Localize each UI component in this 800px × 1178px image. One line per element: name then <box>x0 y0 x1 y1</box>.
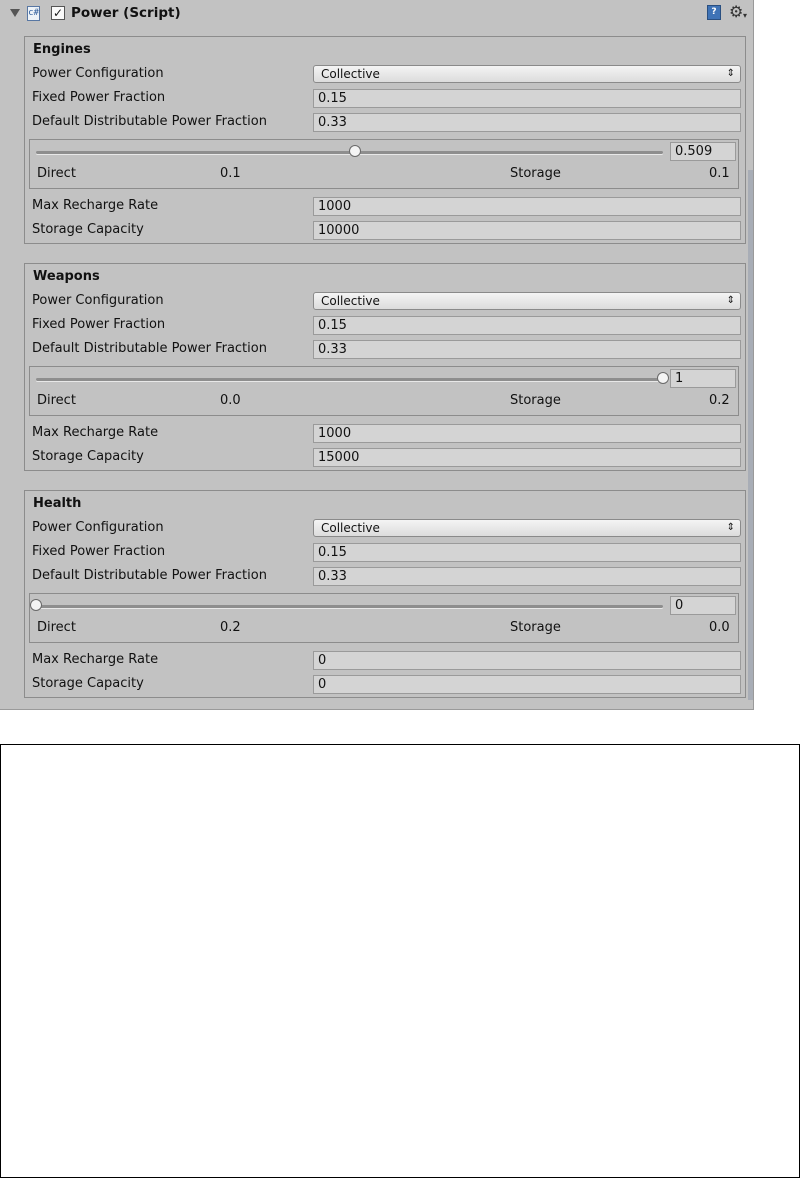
direct-value: 0.1 <box>220 166 241 181</box>
storage-capacity-field[interactable]: 15000 <box>313 448 741 467</box>
storage-capacity-field[interactable]: 0 <box>313 675 741 694</box>
foldout-arrow-icon[interactable] <box>10 9 20 17</box>
storage-value: 0.0 <box>709 620 730 635</box>
storage-label: Storage <box>510 166 561 181</box>
power-configuration-value: Collective <box>321 294 380 308</box>
power-configuration-dropdown[interactable] <box>313 292 741 310</box>
storage-value: 0.2 <box>709 393 730 408</box>
power-configuration-value: Collective <box>321 67 380 81</box>
default-distributable-fraction-field[interactable]: 0.33 <box>313 340 741 359</box>
max-recharge-rate-field[interactable]: 0 <box>313 651 741 670</box>
slider-value-field[interactable]: 1 <box>670 369 736 388</box>
storage-label: Storage <box>510 393 561 408</box>
slider-value-field[interactable]: 0 <box>670 596 736 615</box>
group-title: Health <box>33 496 82 511</box>
storage-capacity-label: Storage Capacity <box>32 676 144 691</box>
fixed-power-fraction-label: Fixed Power Fraction <box>32 544 166 559</box>
help-icon[interactable]: ? <box>707 5 721 20</box>
power-configuration-value: Collective <box>321 521 380 535</box>
script-icon: c# <box>27 6 40 21</box>
empty-panel <box>0 744 800 1178</box>
fixed-power-fraction-field[interactable]: 0.15 <box>313 543 741 562</box>
scrollbar[interactable] <box>748 170 753 700</box>
default-distributable-fraction-label: Default Distributable Power Fraction <box>32 568 267 583</box>
storage-capacity-label: Storage Capacity <box>32 222 144 237</box>
group-weapons <box>24 263 746 471</box>
slider-thumb[interactable] <box>349 145 361 157</box>
power-configuration-label: Power Configuration <box>32 66 164 81</box>
max-recharge-rate-field[interactable]: 1000 <box>313 197 741 216</box>
default-distributable-fraction-field[interactable]: 0.33 <box>313 567 741 586</box>
max-recharge-rate-field[interactable]: 1000 <box>313 424 741 443</box>
direct-label: Direct <box>37 166 76 181</box>
max-recharge-rate-label: Max Recharge Rate <box>32 652 159 667</box>
fixed-power-fraction-label: Fixed Power Fraction <box>32 317 166 332</box>
power-configuration-label: Power Configuration <box>32 520 164 535</box>
default-distributable-fraction-field[interactable]: 0.33 <box>313 113 741 132</box>
gear-dropdown-caret-icon: ▾ <box>743 11 748 20</box>
group-health <box>24 490 746 698</box>
fixed-power-fraction-label: Fixed Power Fraction <box>32 90 166 105</box>
storage-capacity-field[interactable]: 10000 <box>313 221 741 240</box>
default-distributable-fraction-label: Default Distributable Power Fraction <box>32 341 267 356</box>
storage-label: Storage <box>510 620 561 635</box>
slider-track[interactable] <box>36 378 663 381</box>
component-enabled-checkbox[interactable]: ✓ <box>52 6 64 20</box>
group-title: Engines <box>33 42 91 57</box>
dropdown-arrows-icon: ⇕ <box>726 522 735 533</box>
direct-label: Direct <box>37 620 76 635</box>
power-configuration-label: Power Configuration <box>32 293 164 308</box>
dropdown-arrows-icon: ⇕ <box>726 295 735 306</box>
storage-capacity-label: Storage Capacity <box>32 449 144 464</box>
slider-track[interactable] <box>36 605 663 608</box>
slider-thumb[interactable] <box>657 372 669 384</box>
fixed-power-fraction-field[interactable]: 0.15 <box>313 89 741 108</box>
gear-icon[interactable]: ⚙ <box>729 2 744 21</box>
max-recharge-rate-label: Max Recharge Rate <box>32 425 159 440</box>
fixed-power-fraction-field[interactable]: 0.15 <box>313 316 741 335</box>
storage-value: 0.1 <box>709 166 730 181</box>
default-distributable-fraction-label: Default Distributable Power Fraction <box>32 114 267 129</box>
max-recharge-rate-label: Max Recharge Rate <box>32 198 159 213</box>
direct-label: Direct <box>37 393 76 408</box>
power-configuration-dropdown[interactable] <box>313 65 741 83</box>
power-configuration-dropdown[interactable] <box>313 519 741 537</box>
group-title: Weapons <box>33 269 100 284</box>
component-title: Power (Script) <box>71 5 181 21</box>
distribution-slider-box <box>29 139 739 189</box>
direct-value: 0.2 <box>220 620 241 635</box>
dropdown-arrows-icon: ⇕ <box>726 68 735 79</box>
slider-thumb[interactable] <box>30 599 42 611</box>
direct-value: 0.0 <box>220 393 241 408</box>
distribution-slider-box <box>29 593 739 643</box>
distribution-slider-box <box>29 366 739 416</box>
component-header[interactable] <box>0 0 754 28</box>
slider-value-field[interactable]: 0.509 <box>670 142 736 161</box>
group-engines <box>24 36 746 244</box>
